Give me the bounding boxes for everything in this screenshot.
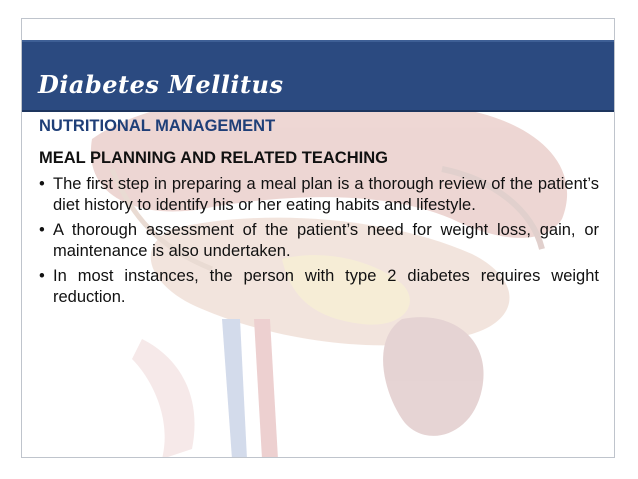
- bullet-item: [39, 266, 599, 308]
- section-subheading: MEAL PLANNING AND RELATED TEACHING: [39, 149, 388, 167]
- bullet-text: The first step in preparing a meal plan is a thorough review of the patient’s diet history to identify his or her eating habits and lifestyle.: [53, 175, 599, 214]
- title-bar: [22, 40, 615, 112]
- bullet-list: [39, 174, 599, 308]
- slide-frame: [21, 18, 615, 458]
- bullet-marker: •: [39, 221, 45, 239]
- bullet-item: [39, 220, 599, 262]
- section-heading: NUTRITIONAL MANAGEMENT: [39, 117, 276, 135]
- bullet-item: [39, 174, 599, 216]
- slide-title: Diabetes Mellitus: [38, 70, 284, 99]
- bullet-text: A thorough assessment of the patient’s need for weight loss, gain, or maintenance is also undertaken.: [53, 221, 599, 260]
- bullet-marker: •: [39, 175, 45, 193]
- bullet-text: In most instances, the person with type 2 diabetes requires weight reduction.: [53, 267, 599, 306]
- slide-content: [39, 117, 599, 312]
- bullet-marker: •: [39, 267, 45, 285]
